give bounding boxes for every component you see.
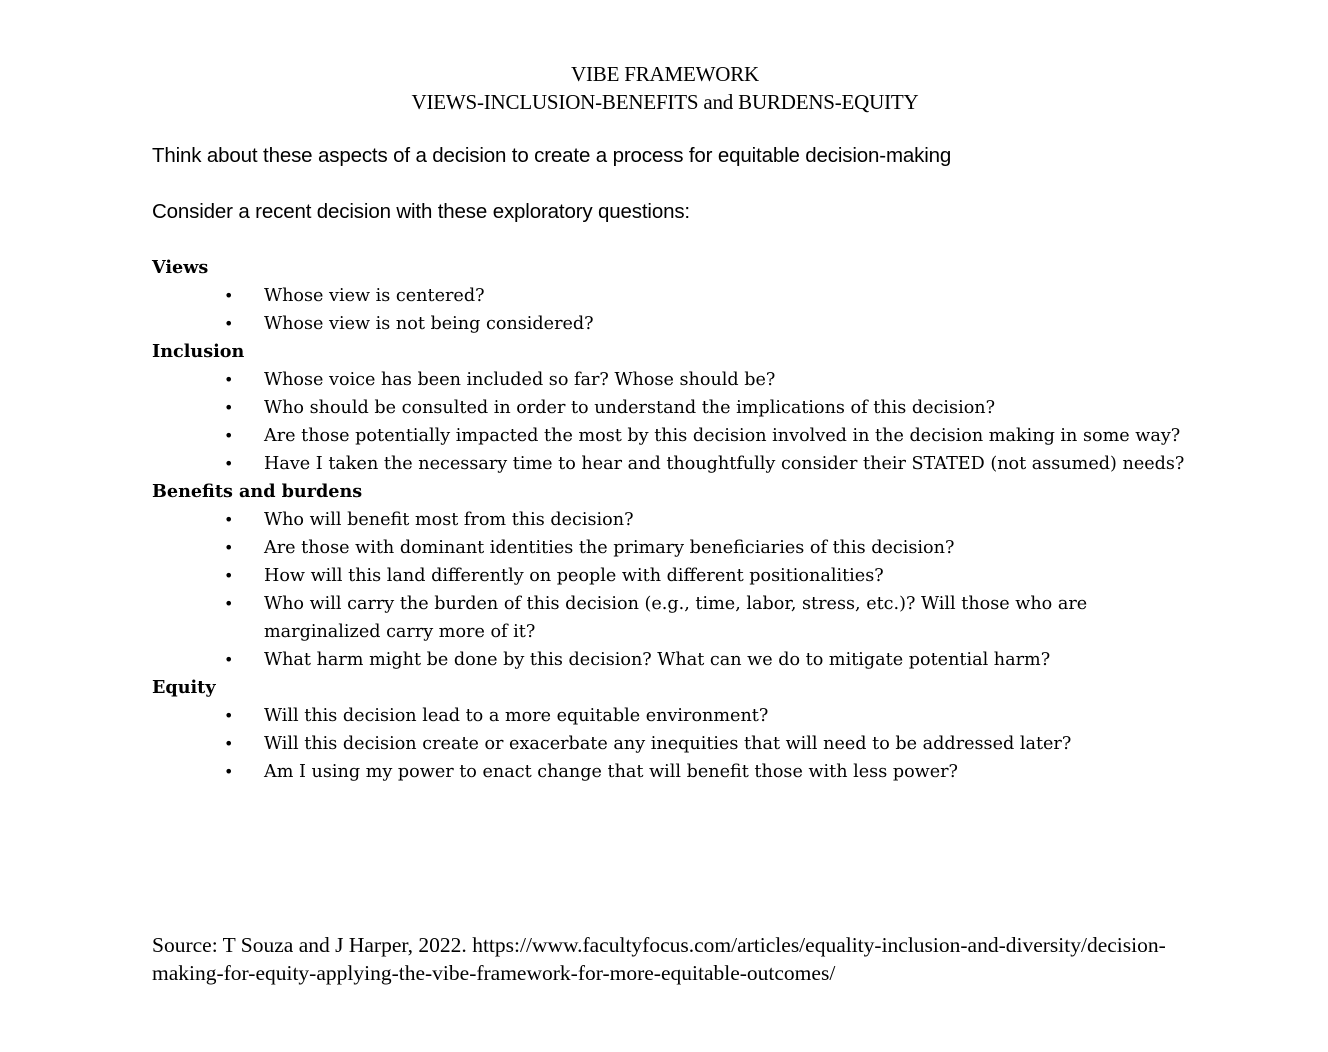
intro-line-2: Consider a recent decision with these exploratory questions:: [152, 200, 690, 223]
list-item: • Whose voice has been included so far? Whose should be?: [152, 366, 1194, 394]
bullet-icon: •: [224, 314, 234, 333]
bullet-icon: •: [224, 706, 234, 725]
list-item: • Are those with dominant identities the primary beneficiaries of this decision?: [152, 534, 1194, 562]
bullet-icon: •: [224, 734, 234, 753]
bullet-icon: •: [224, 566, 234, 585]
list-item: • Who should be consulted in order to understand the implications of this decision?: [152, 394, 1194, 422]
list-item: • Are those potentially impacted the most by this decision involved in the decision making in some way?: [152, 422, 1194, 450]
section-heading: Equity: [152, 677, 216, 698]
bullet-icon: •: [224, 286, 234, 305]
bullet-icon: •: [224, 370, 234, 389]
question-list: [152, 282, 1192, 338]
list-item: • Will this decision lead to a more equitable environment?: [152, 702, 1194, 730]
section-heading: Benefits and burdens: [152, 481, 363, 502]
section-benefits-and-burdens: [152, 478, 1192, 674]
source-label: Source: T Souza and J Harper, 2022.: [152, 933, 467, 957]
source-citation: [152, 932, 1182, 987]
question-list: [152, 506, 1192, 674]
list-item: • Will this decision create or exacerbate any inequities that will need to be addressed later?: [152, 730, 1194, 758]
document-title: [0, 60, 1328, 116]
list-item: • Whose view is not being considered?: [152, 310, 1194, 338]
title-line-2: VIEWS-INCLUSION-BENEFITS and BURDENS-EQUITY: [411, 90, 919, 114]
section-inclusion: [152, 338, 1192, 478]
section-views: [152, 254, 1192, 338]
list-item: • What harm might be done by this decision? What can we do to mitigate potential harm?: [152, 646, 1194, 674]
list-item: • Who will carry the burden of this decision (e.g., time, labor, stress, etc.)? Will those who are marginalized carry more of it?: [152, 590, 1194, 646]
section-heading: Inclusion: [152, 341, 245, 362]
list-item: • Have I taken the necessary time to hear and thoughtfully consider their STATED (not assumed) needs?: [152, 450, 1194, 478]
list-item: • How will this land differently on people with different positionalities?: [152, 562, 1194, 590]
title-line-1: VIBE FRAMEWORK: [571, 62, 759, 86]
bullet-icon: •: [224, 762, 234, 781]
source-url: https://www.facultyfocus.com/articles/equality-inclusion-and-diversity/decision-making-for-equity-applying-the-vibe-framework-for-more-equitable-outcomes/: [152, 933, 1166, 985]
bullet-icon: •: [224, 426, 234, 445]
list-item: • Whose view is centered?: [152, 282, 1194, 310]
question-sections: [152, 254, 1192, 786]
bullet-icon: •: [224, 510, 234, 529]
list-item: • Who will benefit most from this decision?: [152, 506, 1194, 534]
bullet-icon: •: [224, 650, 234, 669]
question-list: [152, 366, 1192, 478]
list-item: • Am I using my power to enact change that will benefit those with less power?: [152, 758, 1194, 786]
bullet-icon: •: [224, 538, 234, 557]
bullet-icon: •: [224, 454, 234, 473]
section-equity: [152, 674, 1192, 786]
bullet-icon: •: [224, 594, 234, 613]
section-heading: Views: [152, 257, 209, 278]
intro-line-1: Think about these aspects of a decision to create a process for equitable decision-making: [152, 144, 952, 167]
question-list: [152, 702, 1192, 786]
bullet-icon: •: [224, 398, 234, 417]
